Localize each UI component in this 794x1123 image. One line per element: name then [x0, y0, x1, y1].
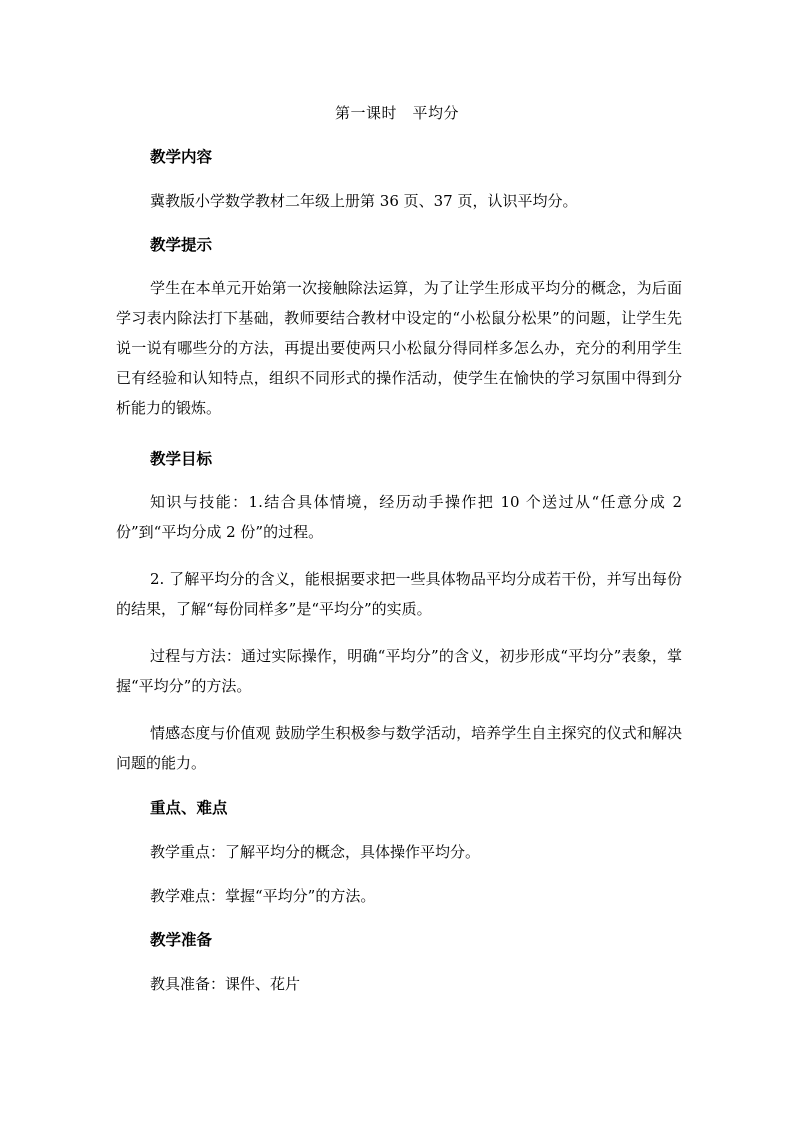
goal-knowledge-skills: 知识与技能：1.结合具体情境，经历动手操作把 10 个送过从“任意分成 2 份”到“平均分成 2 份”的过程。 — [116, 493, 682, 541]
teaching-preparation-text: 教具准备：课件、花片 — [150, 975, 301, 993]
heading-teaching-hints: 教学提示 — [150, 235, 213, 254]
teaching-difficulty-text: 教学难点：掌握“平均分”的方法。 — [150, 887, 376, 905]
lesson-title: 第一课时 平均分 — [334, 104, 459, 122]
teaching-content-text: 冀教版小学数学教材二年级上册第 36 页、37 页，认识平均分。 — [150, 192, 578, 210]
goal-understanding: 2. 了解平均分的含义，能根据要求把一些具体物品平均分成若干份，并写出每份的结果，了解“每份同样多”是“平均分”的实质。 — [116, 570, 682, 618]
goal-attitude-values: 情感态度与价值观 鼓励学生积极参与数学活动，培养学生自主探究的仪式和解决问题的能力。 — [116, 724, 682, 772]
teaching-hints-paragraph: 学生在本单元开始第一次接触除法运算，为了让学生形成平均分的概念，为后面学习表内除法打下基础，教师要结合教材中设定的“小松鼠分松果”的问题，让学生先说一说有哪些分的方法，再提出要使两只小松鼠分得同样多怎么办，充分的利用学生已有经验和认知特点，组织不同形式的操作活动，使学生在愉快的学习氛围中得到分析能力的锻炼。 — [116, 279, 682, 417]
goal-process-methods: 过程与方法：通过实际操作，明确“平均分”的含义，初步形成“平均分”表象，掌握“平均分”的方法。 — [116, 647, 682, 695]
heading-teaching-goals: 教学目标 — [150, 449, 213, 468]
heading-teaching-preparation: 教学准备 — [150, 930, 213, 949]
heading-key-points: 重点、难点 — [150, 798, 228, 817]
heading-teaching-content: 教学内容 — [150, 147, 213, 166]
teaching-focus-text: 教学重点：了解平均分的概念，具体操作平均分。 — [150, 843, 481, 861]
